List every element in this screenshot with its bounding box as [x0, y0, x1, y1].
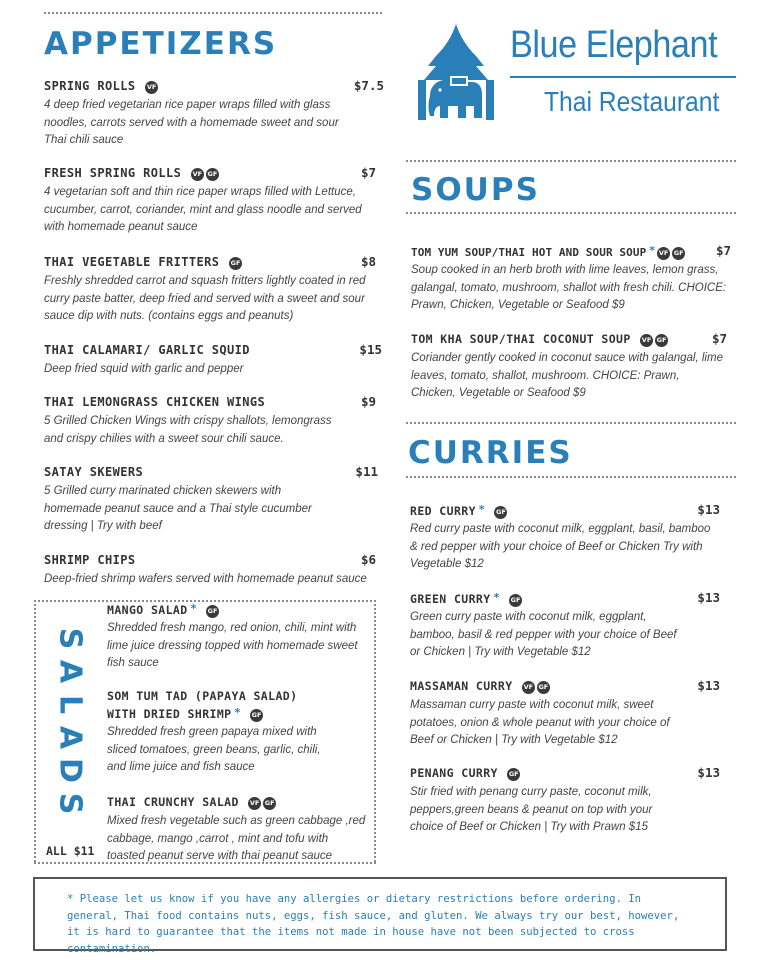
item-price: $11 [355, 464, 378, 479]
item-description: 5 Grilled curry marinated chicken skewers with homemade peanut sauce and a Thai style cucumber dressing | Try with beef [44, 485, 312, 532]
item-price: $7 [360, 165, 376, 180]
item-description: Shredded fresh green papaya mixed with sliced tomatoes, green beans, garlic, chili, and lime juice and fish sauce [107, 726, 321, 773]
salads-title-letter: A [52, 725, 88, 750]
item-name: THAI CRUNCHY SALAD VF GF [107, 795, 275, 809]
item-name: MANGO SALAD * GF [107, 602, 218, 617]
gluten-free-badge: GF [655, 334, 668, 347]
menu-item-spring-rolls [44, 78, 384, 150]
item-name: GREEN CURRY * GF [410, 591, 521, 606]
vegan-friendly-badge: VF [522, 681, 535, 694]
salads-title-letter: A [52, 659, 88, 684]
logo-title: Blue Elephant [510, 24, 718, 66]
item-name: PENANG CURRY GF [410, 766, 519, 780]
salads-title-letter: L [52, 694, 88, 715]
item-name: SOM TUM TAD (PAPAYA SALAD) [107, 689, 298, 703]
gluten-free-badge: GF [206, 168, 219, 181]
item-description: Stir fried with penang curry paste, coconut milk, peppers,green beans & peanut on top with your choice of Beef or Chicken | Try with Prawn $15 [410, 786, 653, 833]
item-name: THAI LEMONGRASS CHICKEN WINGS [44, 395, 266, 409]
logo-subtitle: Thai Restaurant [544, 86, 720, 117]
gluten-free-badge: GF [229, 257, 242, 270]
menu-item-shrimp-chips [44, 552, 376, 589]
item-name-line-2: WITH DRIED SHRIMP * GF [107, 706, 262, 721]
item-description: Coriander gently cooked in coconut sauce with galangal, lime leaves, tomato, shallot, mushroom. CHOICE: Prawn, Chicken, Vegetable or Seafood $9 [411, 352, 723, 399]
appetizers-title: APPETIZERS [44, 26, 278, 62]
item-description: Massaman curry paste with coconut milk, sweet potatoes, onion & whole peanut with your choice of Beef or Chicken | Try with Vegetable $12 [410, 699, 670, 746]
menu-item-green-curry [410, 590, 720, 662]
gluten-free-badge: GF [509, 594, 522, 607]
menu-item-penang-curry [410, 765, 720, 837]
logo-rule [510, 76, 736, 78]
curries-top-divider [406, 422, 736, 424]
soups-underline [406, 212, 736, 214]
gluten-free-badge: GF [250, 709, 263, 722]
vegan-friendly-badge: VF [248, 797, 261, 810]
item-price: $7 [715, 243, 731, 258]
gluten-free-badge: GF [263, 797, 276, 810]
top-divider-left [44, 12, 382, 14]
gluten-free-badge: GF [206, 605, 219, 618]
menu-item-mango-salad [107, 601, 369, 673]
salads-price: ALL $11 [46, 844, 95, 858]
vegan-friendly-badge: VF [145, 81, 158, 94]
item-name: RED CURRY * GF [410, 503, 506, 518]
item-description: 5 Grilled Chicken Wings with crispy shallots, lemongrass and crispy chilies with a sweet sour chili sauce. [44, 415, 332, 445]
menu-item-satay-skewers [44, 464, 378, 536]
item-description: 4 vegetarian soft and thin rice paper wraps filled with Lettuce, cucumber, carrot, coriander, mint and glass noodle and served with homemade peanut sauce [44, 186, 362, 233]
menu-item-fresh-spring-rolls [44, 165, 376, 237]
logo [406, 22, 736, 130]
star-marker: * [234, 706, 241, 719]
item-name: THAI CALAMARI/ GARLIC SQUID [44, 343, 250, 357]
item-price: $13 [697, 502, 720, 517]
menu-item-crunchy-salad [107, 794, 369, 866]
item-price: $13 [697, 765, 720, 780]
item-name: THAI VEGETABLE FRITTERS GF [44, 255, 241, 269]
item-name: MASSAMAN CURRY VF GF [410, 679, 549, 693]
item-description: Green curry paste with coconut milk, eggplant, bamboo, basil & red pepper with your choice of Beef or Chicken | Try with Vegetable $12 [410, 611, 677, 658]
vegan-friendly-badge: VF [640, 334, 653, 347]
item-name: FRESH SPRING ROLLS VF GF [44, 166, 218, 180]
allergy-notice-text: * Please let us know if you have any allergies or dietary restrictions before ordering. In general, Thai food contains nuts, eggs, fish sauce, and gluten. We always try our best, however, it is hard to guarantee that the items not made in house have not been subjected to cross contamination. [67, 893, 680, 955]
star-marker: * [478, 503, 486, 516]
item-description: Mixed fresh vegetable such as green cabbage ,red cabbage, mango ,carrot , mint and tofu with toasted peanut serve with thai peanut sauce [107, 815, 366, 862]
curries-underline [406, 476, 736, 478]
menu-item-massaman-curry [410, 678, 720, 750]
item-price: $15 [359, 342, 382, 357]
star-marker: * [190, 602, 197, 615]
salads-title-letter: D [52, 758, 88, 783]
item-description: Deep-fried shrimp wafers served with homemade peanut sauce [44, 573, 367, 585]
menu-item-chicken-wings [44, 394, 376, 448]
item-description: Freshly shredded carrot and squash fritters lightly coated in red curry paste batter, deep fried and served with a sweet and sour sauce dip with nuts. (contains eggs and peanuts) [44, 275, 366, 322]
item-price: $6 [360, 552, 376, 567]
item-description: Red curry paste with coconut milk, eggplant, basil, bamboo & red pepper with your choice of Beef or Chicken Try with Vegetable $12 [410, 523, 711, 570]
gluten-free-badge: GF [507, 768, 520, 781]
allergy-notice [33, 877, 727, 955]
menu-item-tom-kha [411, 331, 727, 403]
star-marker: * [493, 591, 500, 604]
item-price: $7 [711, 331, 727, 346]
item-price: $13 [697, 678, 720, 693]
item-name: SHRIMP CHIPS [44, 553, 136, 567]
item-price: $13 [697, 590, 720, 605]
item-name: TOM YUM SOUP/THAI HOT AND SOUR SOUP * VF GF [411, 244, 684, 259]
item-price: $9 [360, 394, 376, 409]
salads-title [48, 622, 92, 820]
curries-title: CURRIES [408, 435, 573, 471]
item-price: $8 [360, 254, 376, 269]
item-description: Soup cooked in an herb broth with lime leaves, lemon grass, galangal, tomato, mushroom, shallot with fresh chili. CHOICE: Prawn, Chicken, Vegetable or Seafood $9 [411, 264, 727, 311]
elephant-temple-icon [406, 22, 506, 122]
item-description: 4 deep fried vegetarian rice paper wraps filled with glass noodles, carrots served with a homemade sweet and sour Thai chili sauce [44, 99, 339, 146]
soups-title: SOUPS [411, 172, 540, 208]
menu-item-thai-calamari [44, 342, 382, 379]
gluten-free-badge: GF [537, 681, 550, 694]
menu-item-vegetable-fritters [44, 254, 376, 326]
menu-item-papaya-salad [107, 688, 369, 777]
item-name: SPRING ROLLS VF [44, 79, 157, 93]
salads-title-letter: S [52, 627, 88, 650]
item-name: SATAY SKEWERS [44, 465, 144, 479]
star-marker: * [649, 244, 656, 257]
gluten-free-badge: GF [494, 506, 507, 519]
item-description: Shredded fresh mango, red onion, chili, mint with lime juice dressing topped with homemade sweet fish sauce [107, 622, 358, 669]
menu-item-red-curry [410, 502, 720, 574]
item-description: Deep fried squid with garlic and pepper [44, 363, 244, 375]
item-price: $7.5 [353, 78, 384, 93]
gluten-free-badge: GF [672, 247, 685, 260]
menu-item-tom-yum [411, 243, 731, 315]
item-name: TOM KHA SOUP/THAI COCONUT SOUP VF GF [411, 332, 667, 346]
logo-bottom-divider [406, 160, 736, 162]
vegan-friendly-badge: VF [657, 247, 670, 260]
salads-title-letter: S [52, 792, 88, 815]
vegan-friendly-badge: VF [191, 168, 204, 181]
